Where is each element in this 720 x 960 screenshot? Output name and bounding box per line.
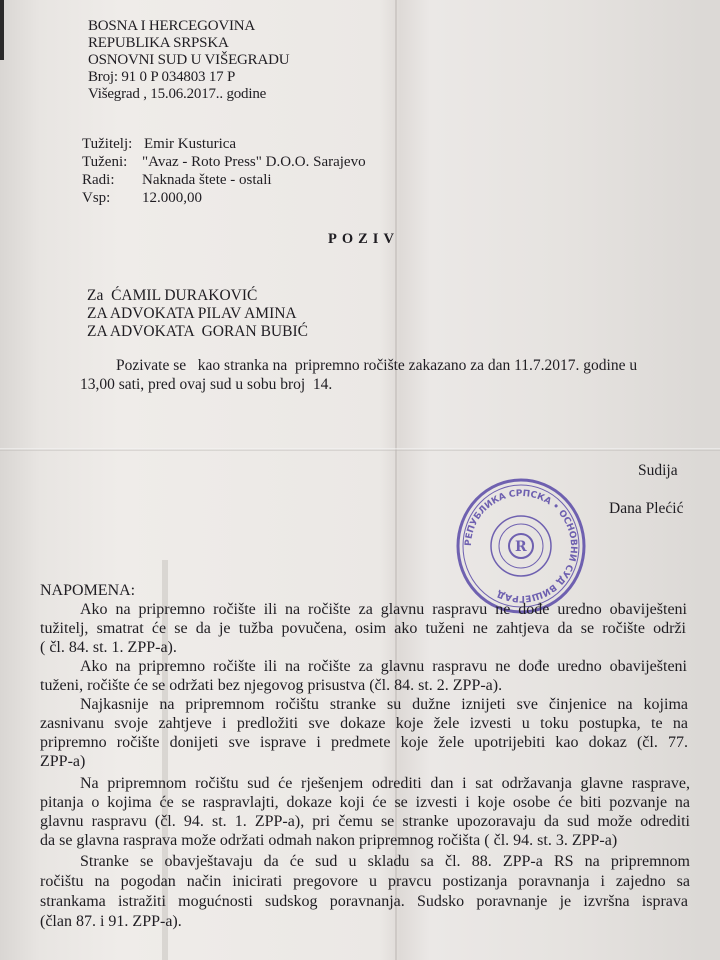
note-text-line: Najkasnije na pripremnom ročištu stranke su dužne iznijeti sve činjenice na kojima <box>80 696 688 713</box>
recipient-line: Za ĆAMIL DURAKOVIĆ <box>87 287 258 304</box>
note-text-line: Na pripremnom ročištu sud će rješenjem odrediti dan i sat održavanja glavne rasprave, <box>80 775 690 792</box>
signature-name: Dana Plećić <box>609 500 684 517</box>
party-label-plaintiff: Tužitelj: <box>82 136 133 152</box>
note-text-line: Ako na pripremno ročište ili na ročište za glavnu raspravu ne dođe uredno obaviješteni <box>80 601 687 618</box>
note-heading: NAPOMENA: <box>40 582 136 599</box>
signature-role: Sudija <box>638 462 678 479</box>
header-country: BOSNA I HERCEGOVINA <box>88 18 256 34</box>
party-value-plaintiff: Emir Kusturica <box>144 136 237 152</box>
summons-text-line: Pozivate se kao stranka na pripremno ročište zakazano za dan 11.7.2017. godine u <box>116 357 638 374</box>
header-entity: REPUBLIKA SRPSKA <box>88 35 229 51</box>
note-text-line: tužitelj, smatrat će se da je tužba povučena, osim ako tuženi ne zahtjeva da se ročište održi <box>40 620 686 637</box>
header-court: OSNOVNI SUD U VIŠEGRADU <box>88 52 290 68</box>
note-text-line: ZPP-a) <box>40 753 86 770</box>
header-case-number: Broj: 91 0 P 034803 17 P <box>88 69 236 85</box>
party-label-value: Vsp: <box>82 190 111 206</box>
party-label-defendant: Tuženi: <box>82 154 128 170</box>
note-text-line: ročištu na pogodan način inicirati pregovore u pravcu postizanja poravnanja i zajedno sa <box>40 873 690 890</box>
header-place-date: Višegrad , 15.06.2017.. godine <box>88 86 267 102</box>
note-text-line: ( čl. 84. st. 1. ZPP-a). <box>40 639 177 656</box>
party-value-amount: 12.000,00 <box>142 190 202 206</box>
document-title: POZIV <box>328 231 399 247</box>
party-label-subject: Radi: <box>82 172 115 188</box>
page-edge-shadow <box>0 0 4 60</box>
stamp-text: РЕПУБЛИКА СРПСКА • ОСНОВНИ СУД ВИШЕГРАД <box>463 488 579 604</box>
party-value-defendant: "Avaz - Roto Press" D.O.O. Sarajevo <box>142 154 366 170</box>
recipient-line: ZA ADVOKATA PILAV AMINA <box>87 305 297 322</box>
court-seal-stamp <box>455 477 587 615</box>
paper-fold <box>0 448 720 451</box>
note-text-line: pripremno ročište donijeti sve isprave i predmete koje žele upotrijebiti kao dokaz (čl. 77. <box>40 734 688 751</box>
note-text-line: strankama istražiti mogućnosti sudskog poravnanja. Sudsko poravnanje je izvršna isprava <box>40 893 688 910</box>
note-text-line: da se glavna rasprava može održati odmah nakon pripremnog ročišta ( čl. 94. st. 3. ZPP-a) <box>40 832 618 849</box>
party-value-subject: Naknada štete - ostali <box>142 172 272 188</box>
note-text-line: zasnivanu svoje zahtjeve i predložiti sve dokaze koje žele izvesti u toku postupka, te na <box>40 715 688 732</box>
svg-text:R: R <box>515 539 527 555</box>
note-text-line: pitanja o kojima će se raspravlajti, dokaze koji će se izvesti i koje osobe će biti pozvanje na <box>40 794 690 811</box>
note-text-line: Ako na pripremno ročište ili na ročište za glavnu raspravu ne dođe uredno obaviješteni <box>80 658 687 675</box>
note-text-line: glavnu raspravu (čl. 94. st. 1. ZPP-a), pri čemu se stranke upozoravaju da sud može odrediti <box>40 813 690 830</box>
recipient-line: ZA ADVOKATA GORAN BUBIĆ <box>87 323 308 340</box>
note-text-line: (član 87. i 91. ZPP-a). <box>40 913 182 930</box>
note-text-line: tuženi, ročište će se održati bez njegovog prisustva (čl. 84. st. 2. ZPP-a). <box>40 677 503 694</box>
note-text-line: Stranke se obavještavaju da će sud u skladu sa čl. 88. ZPP-a RS na pripremnom <box>80 853 690 870</box>
summons-text-line: 13,00 sati, pred ovaj sud u sobu broj 14. <box>80 376 333 393</box>
